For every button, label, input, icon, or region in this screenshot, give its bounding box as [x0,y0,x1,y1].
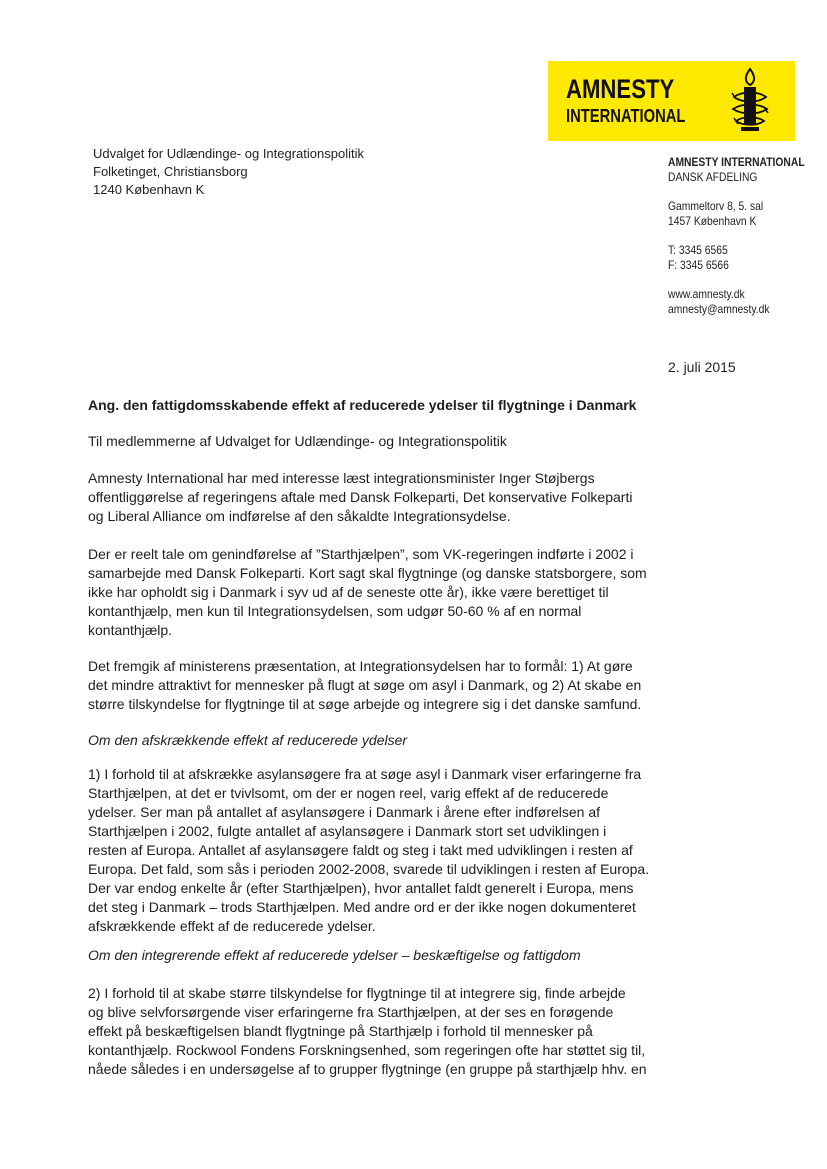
section-heading-integration: Om den integrerende effekt af reducerede ydelser – beskæftigelse og fattigdom [88,947,581,963]
letter-subject: Ang. den fattigdomsskabende effekt af reducerede ydelser til flygtninge i Danmark [88,397,637,413]
paragraph-line: samarbejde med Dansk Folkeparti. Kort sagt skal flygtninge (og danske statsborgere, som [88,565,647,581]
sender-phone: T: 3345 6565 [668,243,728,257]
recipient-line: Udvalget for Udlændinge- og Integrationspolitik [93,146,364,161]
paragraph-line: resten af Europa. Antallet af asylansøgere faldt og steg i takt med udviklingen i resten af [88,842,633,858]
sender-email-link[interactable]: amnesty@amnesty.dk [668,302,770,316]
recipient-line: Folketinget, Christiansborg [93,164,248,179]
candle-barbed-wire-icon [728,67,772,135]
paragraph-line: Starthjælpen i 2002, fulgte antallet af asylansøgere i Danmark stort set udviklingen i [88,823,607,839]
paragraph-line: Europa. Det fald, som sås i perioden 2002-2008, svarede til udviklingen i resten af Europa. [88,861,650,877]
paragraph-line: afskrækkende effekt af de reducerede ydelser. [88,918,376,934]
paragraph-line: offentliggørelse af regeringens aftale med Dansk Folkeparti, Det konservative Folkeparti [88,489,633,505]
sender-fax: F: 3345 6566 [668,258,729,272]
logo-word-international: INTERNATIONAL [566,106,686,126]
sender-name: AMNESTY INTERNATIONAL [668,155,805,169]
paragraph-line: nåede således i en undersøgelse af to grupper flygtninge (en gruppe på starthjælp hhv. en [88,1061,647,1077]
paragraph-starthjaelp [88,545,748,640]
paragraph-line: Amnesty International har med interesse læst integrationsminister Inger Støjbergs [88,470,595,486]
letter-greeting: Til medlemmerne af Udvalget for Udlændinge- og Integrationspolitik [88,433,507,449]
paragraph-line: det mindre attraktivt for mennesker på flugt at søge om asyl i Danmark, og 2) At skabe en [88,677,642,693]
paragraph-line: kontanthjælp, men kun til Integrationsydelsen, som udgør 50-60 % af en normal [88,603,582,619]
letter-date: 2. juli 2015 [668,359,736,375]
paragraph-line: ikke har opholdt sig i Danmark i syv ud af de seneste otte år), ikke være berettiget til [88,584,609,600]
recipient-line: 1240 København K [93,182,205,197]
sender-address-line: 1457 København K [668,214,757,228]
paragraph-line: kontanthjælp. Rockwool Fondens Forskningsenhed, som regeringen ofte har støttet sig til, [88,1042,646,1058]
paragraph-purposes [88,657,748,714]
section-heading-deterrent: Om den afskrækkende effekt af reducerede ydelser [88,732,408,748]
paragraph-line: Der er reelt tale om genindførelse af ”Starthjælpen”, som VK-regeringen indførte i 2002 i [88,546,634,562]
paragraph-line: det steg i Danmark – trods Starthjælpen. Med andre ord er der ikke nogen dokumenteret [88,899,636,915]
sender-department: DANSK AFDELING [668,170,758,184]
sender-address-line: Gammeltorv 8, 5. sal [668,199,764,213]
paragraph-line: ydelser. Ser man på antallet af asylansøgere i Danmark i årene efter indførelsen af [88,804,601,820]
sender-block [668,155,827,317]
paragraph-intro [88,469,748,526]
paragraph-deterrent-effect [88,765,748,936]
paragraph-line: effekt på beskæftigelsen blandt flygtninge på Starthjælp i forhold til mennesker på [88,1023,593,1039]
paragraph-line: 2) I forhold til at skabe større tilskyndelse for flygtninge til at integrere sig, finde arbejde [88,985,626,1001]
recipient-address [93,145,364,199]
sender-website-link[interactable]: www.amnesty.dk [668,287,745,301]
paragraph-line: Starthjælpen, at det er tvivlsomt, om der er nogen reel, varig effekt af de reducerede [88,785,609,801]
paragraph-line: og blive selvforsørgende viser erfaringerne fra Starthjælpen, at der ses en forøgende [88,1004,614,1020]
amnesty-logo [548,61,795,141]
paragraph-line: Det fremgik af ministerens præsentation, at Integrationsydelsen har to formål: 1) At gøre [88,658,633,674]
paragraph-line: Der var endog enkelte år (efter Starthjælpen), hvor antallet faldt generelt i Europa, mens [88,880,634,896]
paragraph-line: og Liberal Alliance om indførelse af den såkaldte Integrationsydelse. [88,508,511,524]
paragraph-line: større tilskyndelse for flygtninge til at søge arbejde og integrere sig i det danske samfund. [88,696,642,712]
paragraph-integration-effect [88,984,748,1079]
paragraph-line: 1) I forhold til at afskrække asylansøgere fra at søge asyl i Danmark viser erfaringerne fra [88,766,642,782]
logo-word-amnesty: AMNESTY [566,74,675,104]
paragraph-line: kontanthjælp. [88,622,173,638]
